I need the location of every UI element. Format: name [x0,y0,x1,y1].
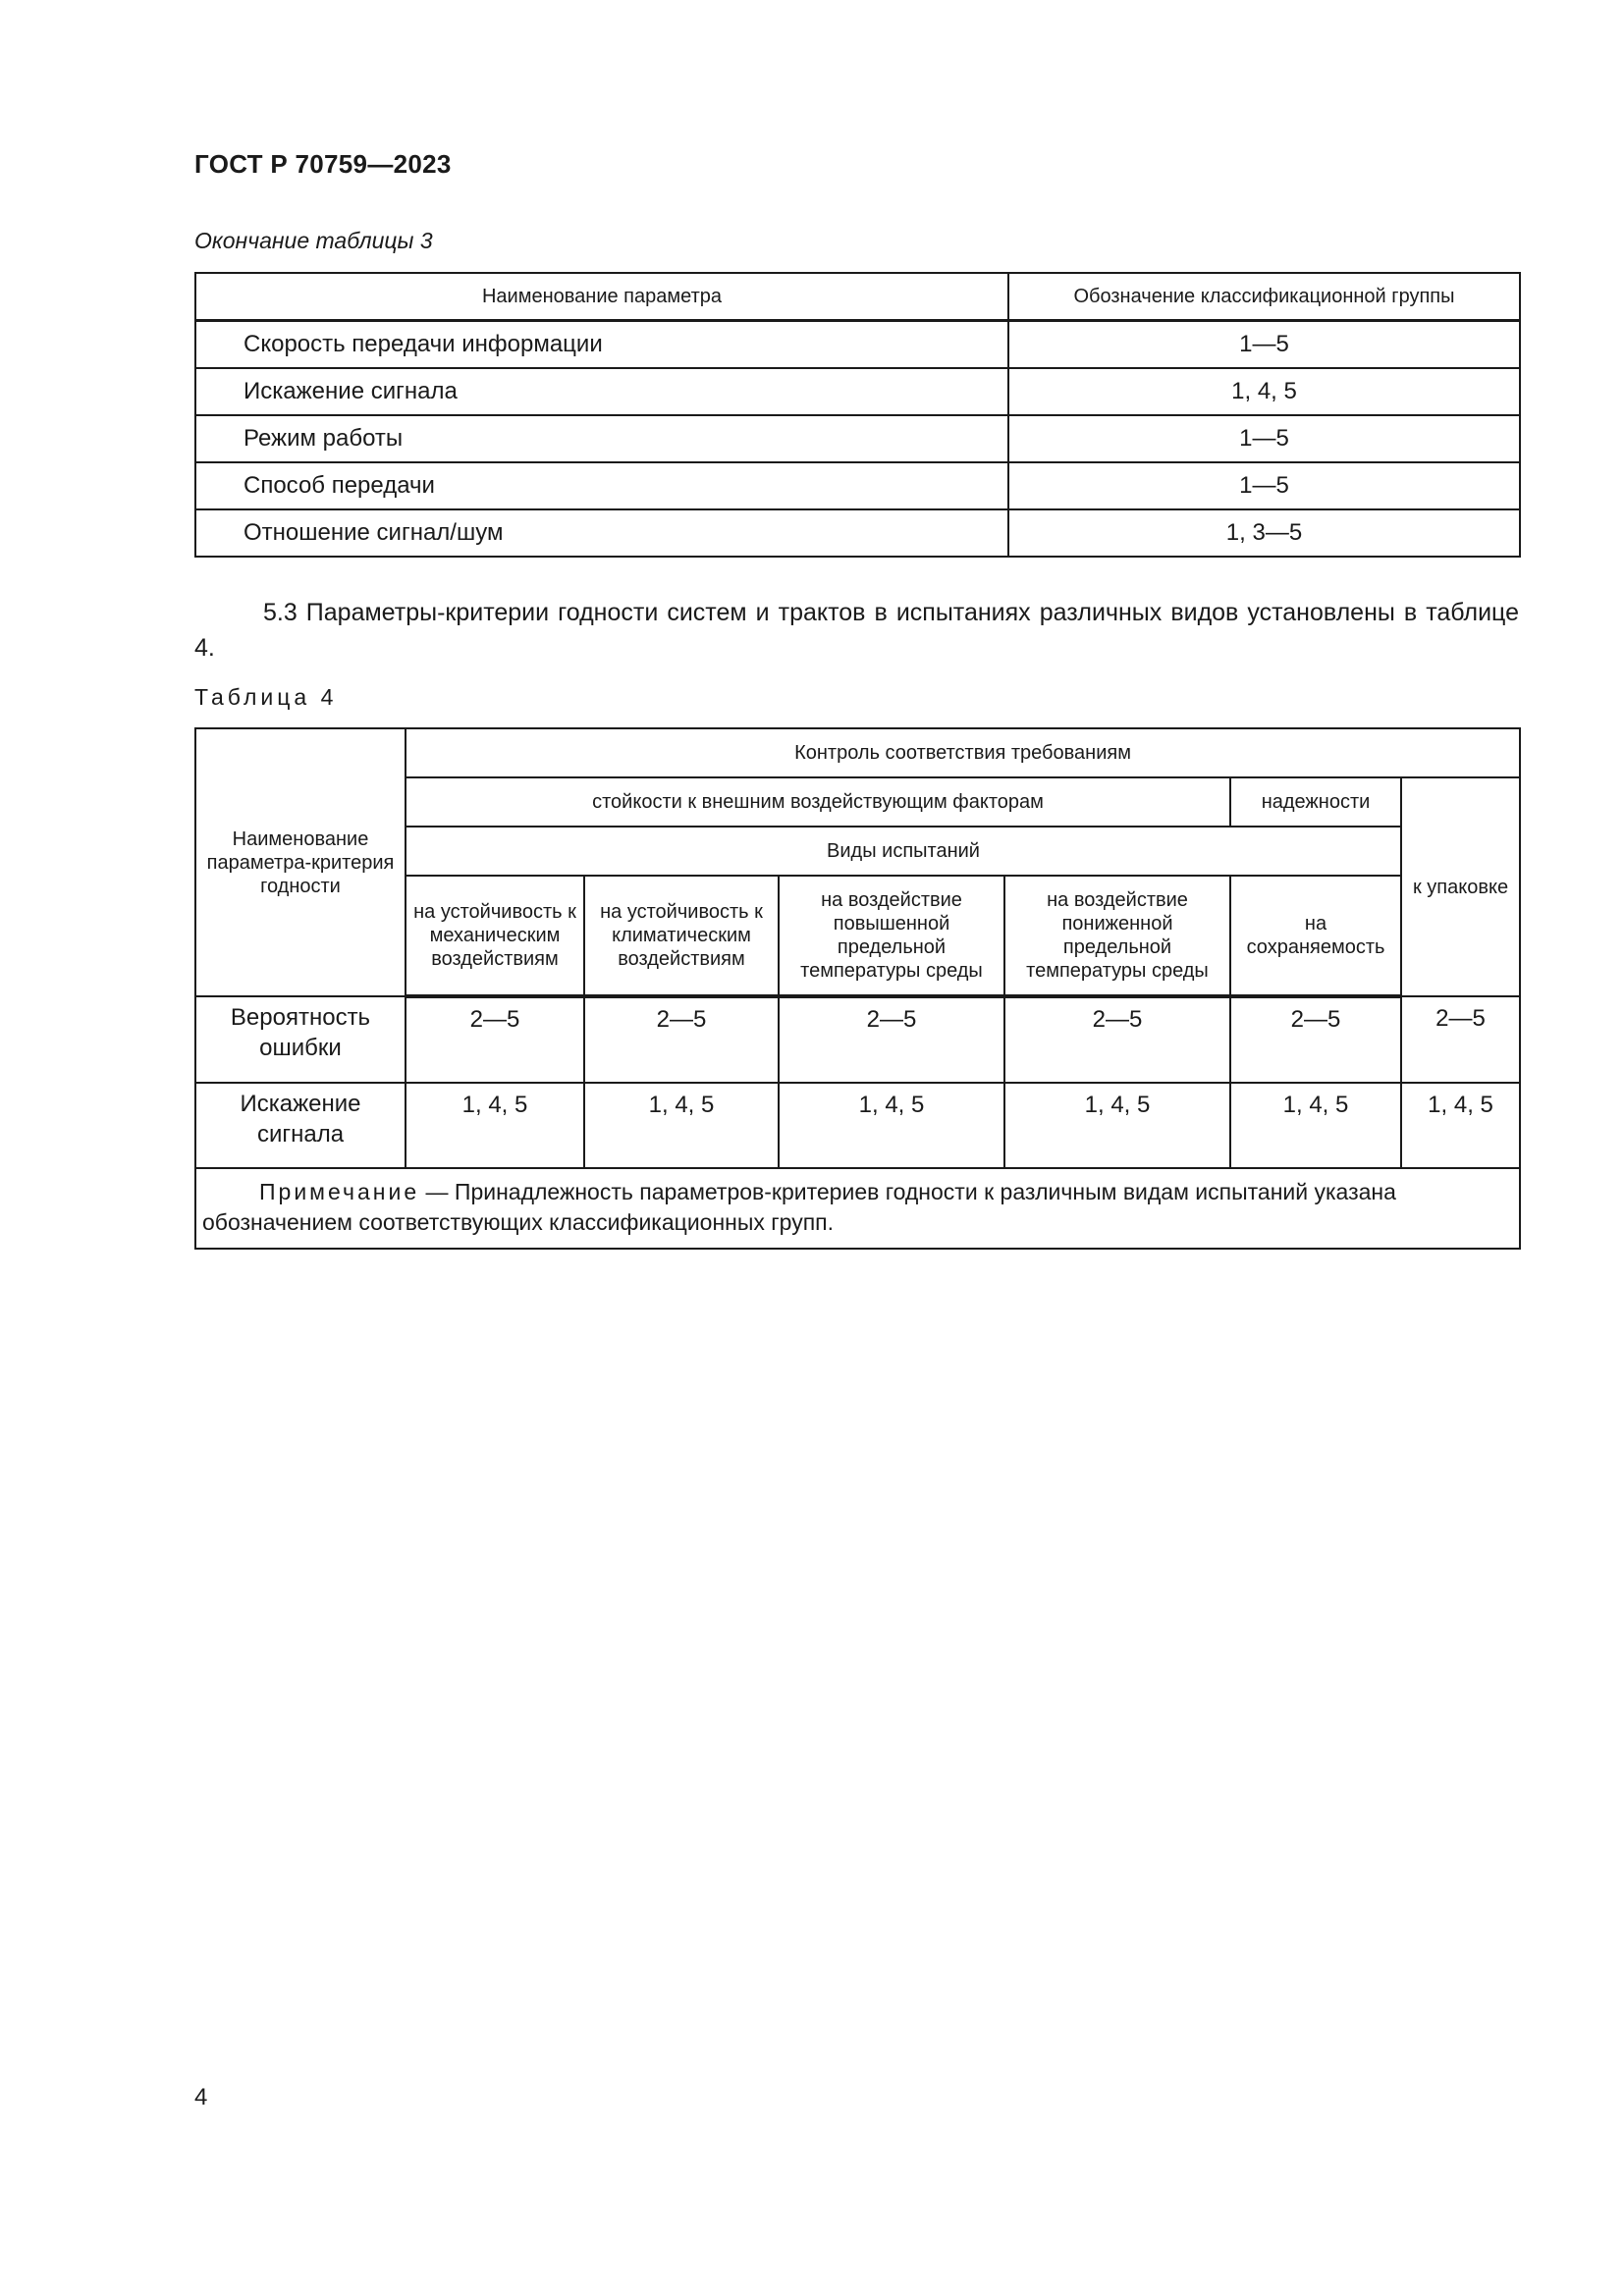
page-number: 4 [194,2084,208,2110]
packaging-header: к упаковке [1401,777,1520,996]
table3-header-row [195,273,1520,321]
table-row [195,462,1520,509]
group-value-cell: 1—5 [1008,321,1520,369]
table3-header-group: Обозначение классификационной группы [1008,273,1520,321]
table-row [195,368,1520,415]
group-value-cell: 1—5 [1008,462,1520,509]
group-value-cell: 2—5 [1401,996,1520,1083]
compliance-control-header: Контроль соответствия требованиям [406,728,1520,777]
param-name-cell: Искажение сигнала [195,1083,406,1168]
param-name-cell: Режим работы [195,415,1008,462]
group-value-cell: 1, 4, 5 [584,1083,779,1168]
test-types-header: Виды испытаний [406,827,1401,876]
group-value-cell: 1, 4, 5 [779,1083,1004,1168]
param-name-cell: Отношение сигнал/шум [195,509,1008,557]
table-row [195,321,1520,369]
paragraph-5-3 [194,595,1519,666]
test-low-temp-header: на воздействие пониженной предельной температуры среды [1004,876,1230,996]
param-name-cell: Искажение сигнала [195,368,1008,415]
table-4 [194,727,1521,1250]
reliability-header: надежности [1230,777,1401,827]
test-storage-header: на сохраняемость [1230,876,1401,996]
table-row [195,415,1520,462]
test-mechanical-header: на устойчивость к механическим воздействиям [406,876,584,996]
table3-caption: Окончание таблицы 3 [194,228,433,253]
group-value-cell: 1—5 [1008,415,1520,462]
document-id-header: ГОСТ Р 70759—2023 [194,149,452,179]
group-value-cell: 2—5 [1230,996,1401,1083]
group-value-cell: 1, 4, 5 [1230,1083,1401,1168]
group-value-cell: 1, 4, 5 [1401,1083,1520,1168]
table-row [195,509,1520,557]
table-row [195,996,1520,1083]
note-text: — Принадлежность параметров-критериев годности к различным видам испытаний указана обозначением соответствующих классификационных групп. [202,1179,1396,1235]
group-value-cell: 2—5 [406,996,584,1083]
table4-caption: Таблица 4 [194,684,338,710]
table-row [195,1083,1520,1168]
group-value-cell: 1, 4, 5 [1004,1083,1230,1168]
table-3 [194,272,1521,558]
group-value-cell: 1, 4, 5 [1008,368,1520,415]
group-value-cell: 2—5 [584,996,779,1083]
resistance-header: стойкости к внешним воздействующим факторам [406,777,1230,827]
group-value-cell: 1, 3—5 [1008,509,1520,557]
group-value-cell: 1, 4, 5 [406,1083,584,1168]
param-name-cell: Способ передачи [195,462,1008,509]
table4-note-row [195,1168,1520,1249]
table3-header-name: Наименование параметра [195,273,1008,321]
paragraph-text: 5.3 Параметры-критерии годности систем и трактов в испытаниях различных видов установлены в таблице 4. [194,599,1519,662]
group-value-cell: 2—5 [1004,996,1230,1083]
test-high-temp-header: на воздействие повышенной предельной температуры среды [779,876,1004,996]
test-climatic-header: на устойчивость к климатическим воздействиям [584,876,779,996]
table-note [195,1168,1520,1249]
param-criterion-header: Наименование параметра-критерия годности [195,728,406,996]
group-value-cell: 2—5 [779,996,1004,1083]
param-name-cell: Вероятность ошибки [195,996,406,1083]
note-label: Примечание [259,1179,420,1204]
table4-header-row-1 [195,728,1520,777]
param-name-cell: Скорость передачи информации [195,321,1008,369]
